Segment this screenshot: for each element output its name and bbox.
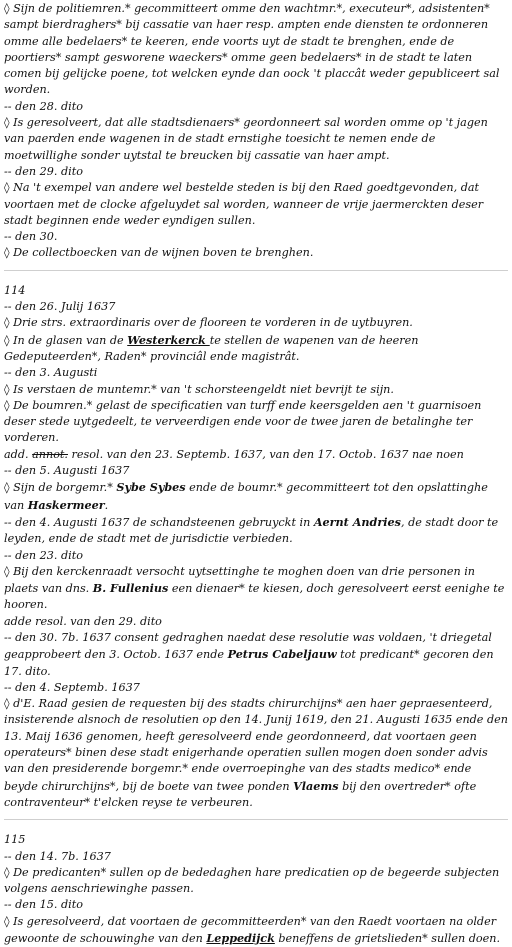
text-segment: ◊ Is verstaen de muntemr.* van 't schorsteengeldt niet bevrijt te sijn. bbox=[4, 382, 394, 396]
text-segment: ◊ Sijn de borgemr.* bbox=[4, 481, 117, 495]
entry-line bbox=[4, 299, 508, 315]
text-segment: ◊ Bij den kerckenraadt versocht uytsettinghe te moghen doen van drie personen in plaets van dns. bbox=[4, 564, 476, 596]
text-segment: beneffens de grietslieden* sullen doen. bbox=[274, 932, 501, 946]
text-segment: ende de boumr.* gecommitteert tot den opslattinghe van bbox=[4, 481, 488, 512]
place-name-underlined: Leppedijck bbox=[206, 931, 275, 946]
text-segment: te stellen de wapenen van de heeren Gedeputeerden*, Raden* provinciâl ende magistrât. bbox=[4, 333, 419, 363]
entry-line bbox=[4, 382, 508, 398]
entry-line bbox=[4, 897, 508, 913]
page-number: 114 bbox=[4, 283, 26, 297]
entry-line bbox=[4, 245, 508, 261]
text-segment: -- den 29. dito bbox=[4, 164, 83, 178]
text-segment: bij den overtreder* ofte contraventeur* t'elcken reyse te verbeuren. bbox=[4, 779, 477, 809]
text-segment: ◊ d'E. Raad gesien de requesten bij des stadts chirurchijns* aen haer gepraesenteerd, insisterende alsnoch de resolutien op den 14. Junij 1619, den 21. Augusti 1635 ende den 13. Maij 1636 genomen, heeft geresolveerd ende geordonneerd, dat voortaen geen operateurs* binen dese stadt enigerhande operatien sullen mogen doen sonder advis van den presiderende borgemr.* ende overroepinghe van des stadts medico* ende beyde chirurchijns*, bij de boete van twee ponden bbox=[4, 697, 508, 793]
text-segment: een dienaer* te kiesen, doch geresolveert eerst eenighe te hooren. bbox=[4, 582, 505, 612]
entry-line bbox=[4, 479, 508, 514]
text-segment: -- den 3. Augusti bbox=[4, 366, 98, 380]
person-or-place-name: Sybe Sybes bbox=[116, 480, 186, 495]
text-segment: ◊ De predicanten* sullen op de bededaghen hare predicatien op de begeerde subjecten volgens aenschriewinghe passen. bbox=[4, 865, 500, 896]
text-segment: adde resol. van den 29. dito bbox=[4, 614, 162, 628]
text-segment: -- den 23. dito bbox=[4, 548, 83, 562]
text-segment: ◊ Is geresolveerd, dat voortaen de gecommitteerden* van den Raedt voortaen na older gewoonte de schouwinghe van den bbox=[4, 914, 497, 946]
text-segment: -- den 4. Augusti 1637 de schandsteenen gebruyckt in bbox=[4, 515, 314, 529]
entry-line bbox=[4, 914, 508, 947]
person-or-place-name: B. Fullenius bbox=[92, 581, 169, 596]
document-section bbox=[4, 832, 508, 947]
entry-line bbox=[4, 548, 508, 564]
text-segment: -- den 14. 7b. 1637 bbox=[4, 849, 111, 863]
text-segment: -- den 30. 7b. 1637 consent gedraghen naedat dese resolutie was voldaen, 't driegetal geapprobeert den 3. Octob. 1637 ende bbox=[4, 630, 492, 662]
document-section bbox=[4, 1, 508, 262]
entry-line bbox=[4, 849, 508, 865]
text-segment: -- den 5. Augusti 1637 bbox=[4, 464, 130, 478]
place-name-underlined: Westerkerck bbox=[127, 332, 210, 347]
section-divider bbox=[4, 270, 508, 271]
entry-line bbox=[4, 315, 508, 331]
entry-line bbox=[4, 680, 508, 696]
section-divider bbox=[4, 819, 508, 820]
text-segment: ◊ De collectboecken van de wijnen boven te brenghen. bbox=[4, 246, 314, 260]
entry-line bbox=[4, 865, 508, 898]
entry-line bbox=[4, 614, 508, 630]
entry-line bbox=[4, 180, 508, 229]
entry-line bbox=[4, 447, 508, 463]
text-segment: -- den 30. bbox=[4, 230, 58, 244]
text-segment: -- den 4. Septemb. 1637 bbox=[4, 680, 140, 694]
document-section bbox=[4, 283, 508, 812]
text-segment: , de stadt door te leyden, ende de stadt met de jurisdictie verbieden. bbox=[4, 515, 499, 546]
text-segment: ◊ Sijn de politiemren.* gecommitteert omme den wachtmr.*, executeur*, adsistenten* sampt bierdraghers* bij cassatie van haer resp. ampten ende diensten te ordonneren omme alle bedelaers* te keeren, ende voorts uyt de stadt te brenghen, ende de poortiers* sampt gesworene waeckers* omme geen bedelaers* in de stadt te laten comen bij gelijcke poene, tot welcken eynde dan oock 't placcât weder gepubliceert sal worden. bbox=[4, 2, 500, 97]
entry-line bbox=[4, 332, 508, 366]
entry-line bbox=[4, 514, 508, 548]
entry-line bbox=[4, 229, 508, 245]
text-segment: tot predicant* gecoren den 17. dito. bbox=[4, 648, 494, 678]
person-or-place-name: Haskermeer bbox=[27, 497, 105, 512]
text-segment: ◊ De boumren.* gelast de specificatien van turff ende keersgelden aen 't guarnisoen deser stede uytgedeelt, te verveerdigen ende voor de twee jaren de betalinghe ter vorderen. bbox=[4, 398, 482, 445]
entry-line bbox=[4, 1, 508, 99]
text-segment: -- den 28. dito bbox=[4, 99, 83, 113]
entry-line bbox=[4, 99, 508, 115]
person-or-place-name: Aernt Andries bbox=[313, 514, 401, 529]
text-segment: -- den 26. Julij 1637 bbox=[4, 300, 116, 314]
text-segment: ◊ In de glasen van de bbox=[4, 333, 128, 347]
text-segment: add. bbox=[4, 447, 33, 461]
text-segment: ◊ Drie strs. extraordinaris over de flooreen te vorderen in de uytbuyren. bbox=[4, 316, 413, 330]
person-or-place-name: Petrus Cabeljauw bbox=[227, 647, 337, 662]
entry-line bbox=[4, 564, 508, 614]
entry-line bbox=[4, 696, 508, 811]
entry-line bbox=[4, 115, 508, 164]
page-number: 115 bbox=[4, 833, 26, 847]
entry-line bbox=[4, 398, 508, 447]
text-segment: -- den 15. dito bbox=[4, 898, 83, 912]
text-segment: resol. van den 23. Septemb. 1637, van den 17. Octob. 1637 nae noen bbox=[67, 447, 464, 461]
entry-line bbox=[4, 630, 508, 680]
entry-line bbox=[4, 463, 508, 479]
struck-word: annot. bbox=[32, 447, 68, 461]
entry-line bbox=[4, 365, 508, 381]
text-segment: . bbox=[104, 498, 109, 512]
person-or-place-name: Vlaems bbox=[293, 778, 339, 793]
text-segment: ◊ Na 't exempel van andere wel bestelde steden is bij den Raed goedtgevonden, dat voortaen met de clocke afgeluydet sal worden, wanneer de vrije jaermerckten deser stadt beginnen ende weder eyndigen sullen. bbox=[4, 181, 484, 227]
entry-line bbox=[4, 164, 508, 180]
text-segment: ◊ Is geresolveert, dat alle stadtsdienaers* geordonneert sal worden omme op 't jagen van paerden ende wagenen in de stadt ernstighe toesicht te nemen ende de moetwillighe sonder uytstal te breucken bij cassatie van haer ampt. bbox=[4, 116, 488, 162]
